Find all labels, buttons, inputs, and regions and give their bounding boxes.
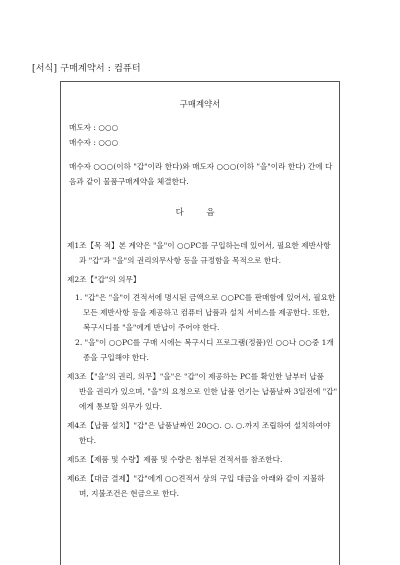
- article-5-line: 제5조【제품 및 수량】제품 및 수량은 첨부된 견적서를 참조한다.: [67, 455, 283, 464]
- article-4-line-1: 제4조【납품 설치】"갑"은 납품날짜인 20○○. ○. ○.까지 조립하여 설치하여야: [67, 421, 331, 430]
- article-2-heading: 제2조【"갑"의 의무】: [67, 275, 141, 284]
- article-2-item-2-line-2: 종을 구입해야 한다.: [83, 353, 149, 362]
- article-1-line-2: 과 "갑"과 "을"의 권리의무사항 등을 규정함을 목적으로 한다.: [79, 256, 281, 265]
- buyer-line: 매수자 : ○○○: [69, 138, 119, 147]
- article-2-item-1-line-3: 복구시디를 "을"에게 반납이 주어야 한다.: [83, 323, 220, 332]
- article-6-line-1: 제6조【대금 결제】"갑"에게 ○○견적서 상의 구입 대금을 아래와 같이 지불하: [67, 474, 325, 483]
- seller-line: 매도자 : ○○○: [69, 123, 119, 132]
- article-6-line-2: 며, 지불조건은 현금으로 한다.: [79, 489, 180, 498]
- article-2-item-2-line-1: 2. "을"이 ○○PC를 구매 시에는 복구시디 프로그램(정품)인 ○○나 ○○중 1개: [75, 338, 334, 347]
- contract-document: [60, 81, 340, 565]
- article-1-line-1: 제1조【목 적】본 계약은 "을"이 ○○PC를 구입하는데 있어서, 필요한 제반사항: [67, 241, 331, 250]
- intro-line-2: 음과 같이 물품구매계약을 체결한다.: [69, 177, 189, 186]
- article-2-item-1-line-1: 1. "갑"은 "을"이 견적서에 명시된 금액으로 ○○PC를 판매함에 있어서, 필요한: [75, 293, 336, 302]
- center-heading: 다 음: [175, 207, 225, 217]
- article-2-item-1-line-2: 모든 제반사항 등을 제공하고 컴퓨터 납품과 설치 서비스를 제공한다. 또한,: [83, 308, 330, 317]
- document-title: 구매계약서: [179, 99, 221, 109]
- intro-line-1: 매수자 ○○○(이하 "갑"이라 한다)와 매도자 ○○○(이하 "을"이라 한다) 간에 다: [69, 162, 333, 171]
- article-3-line-1: 제3조【"을"의 권리, 의무】"을"은 "갑"이 제공하는 PC를 확인한 날부터 납품: [67, 372, 325, 381]
- form-label: [서식] 구매계약서 : 컴퓨터: [32, 64, 141, 74]
- article-3-line-2: 반을 권리가 있으며, "을"의 요청으로 인한 납품 연기는 납품날짜 3일전에 "갑": [79, 387, 338, 396]
- article-4-line-2: 한다.: [79, 436, 97, 445]
- article-3-line-3: 에게 통보할 의무가 있다.: [79, 402, 163, 411]
